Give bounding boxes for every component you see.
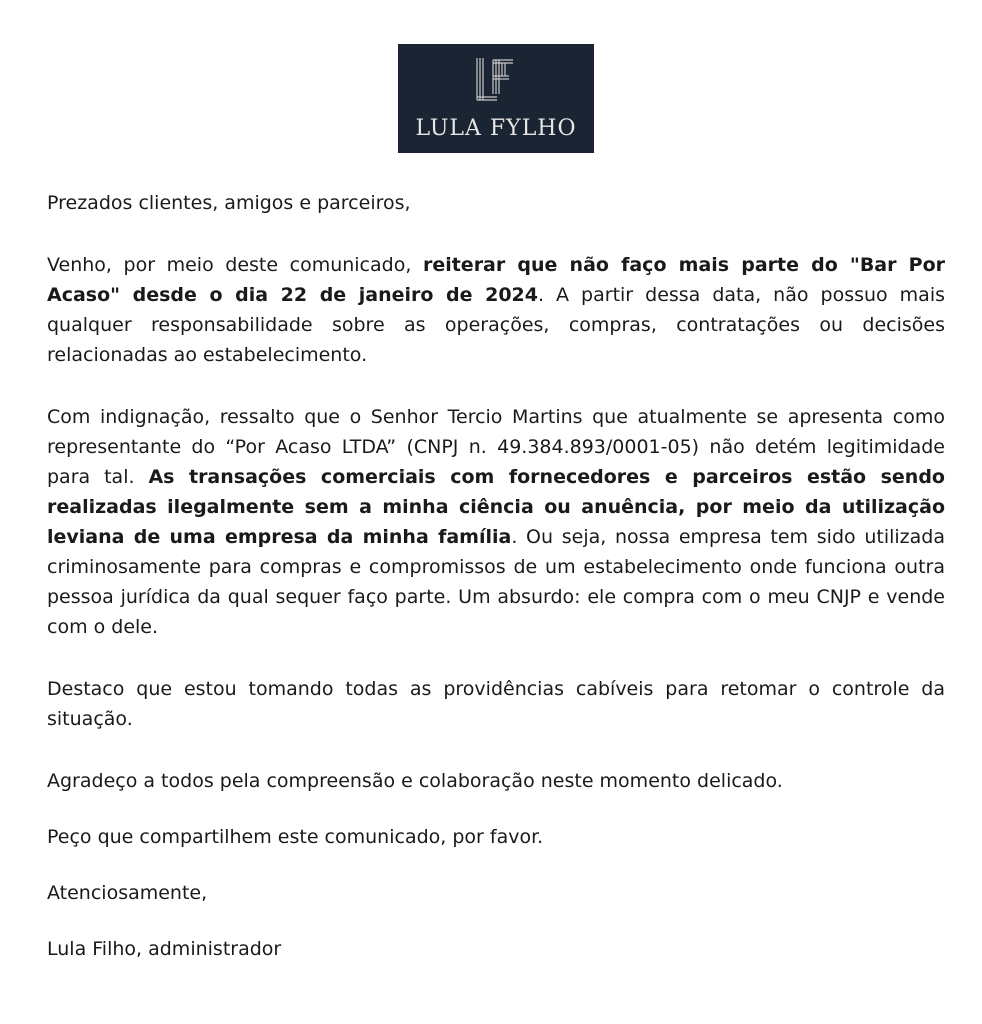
brand-logo <box>398 44 594 153</box>
paragraph-announcement <box>47 250 945 370</box>
announcement-rest: . A partir dessa data, não possuo mais qualquer responsabilidade sobre as operações, compras, contratações ou decisões relacionadas ao estabelecimento. <box>47 284 945 366</box>
brand-name: LULA FYLHO <box>415 116 577 141</box>
paragraph-share: Peço que compartilhem este comunicado, por favor. <box>47 826 544 848</box>
greeting: Prezados clientes, amigos e parceiros, <box>47 192 411 214</box>
announcement-intro: Venho, por meio deste comunicado, <box>47 254 423 276</box>
paragraph-indignation <box>47 402 945 642</box>
indignation-rest: . Ou seja, nossa empresa tem sido utilizada criminosamente para compras e compromissos de um estabelecimento onde funciona outra pessoa jurídica da qual sequer faço parte. Um absurdo: ele compra com o meu CNJP e vende com o dele. <box>47 526 945 638</box>
lf-monogram-icon <box>473 56 519 104</box>
paragraph-measures: Destaco que estou tomando todas as providências cabíveis para retomar o controle da situação. <box>47 678 945 730</box>
paragraph-thanks: Agradeço a todos pela compreensão e colaboração neste momento delicado. <box>47 770 783 792</box>
announcement-bold: reiterar que não faço mais parte do "Bar Por Acaso" desde o dia 22 de janeiro de 2024 <box>47 254 945 306</box>
indignation-intro: Com indignação, ressalto que o Senhor Tercio Martins que atualmente se apresenta como representante do “Por Acaso LTDA” (CNPJ n. 49.384.893/0001-05) não detém legitimidade para tal. <box>47 406 945 488</box>
indignation-bold: As transações comerciais com fornecedores e parceiros estão sendo realizadas ilegalmente sem a minha ciência ou anuência, por meio da utilização leviana de uma empresa da minha família <box>47 466 945 548</box>
signature: Lula Filho, administrador <box>47 938 282 960</box>
letter-body <box>47 188 945 996</box>
closing: Atenciosamente, <box>47 882 208 904</box>
